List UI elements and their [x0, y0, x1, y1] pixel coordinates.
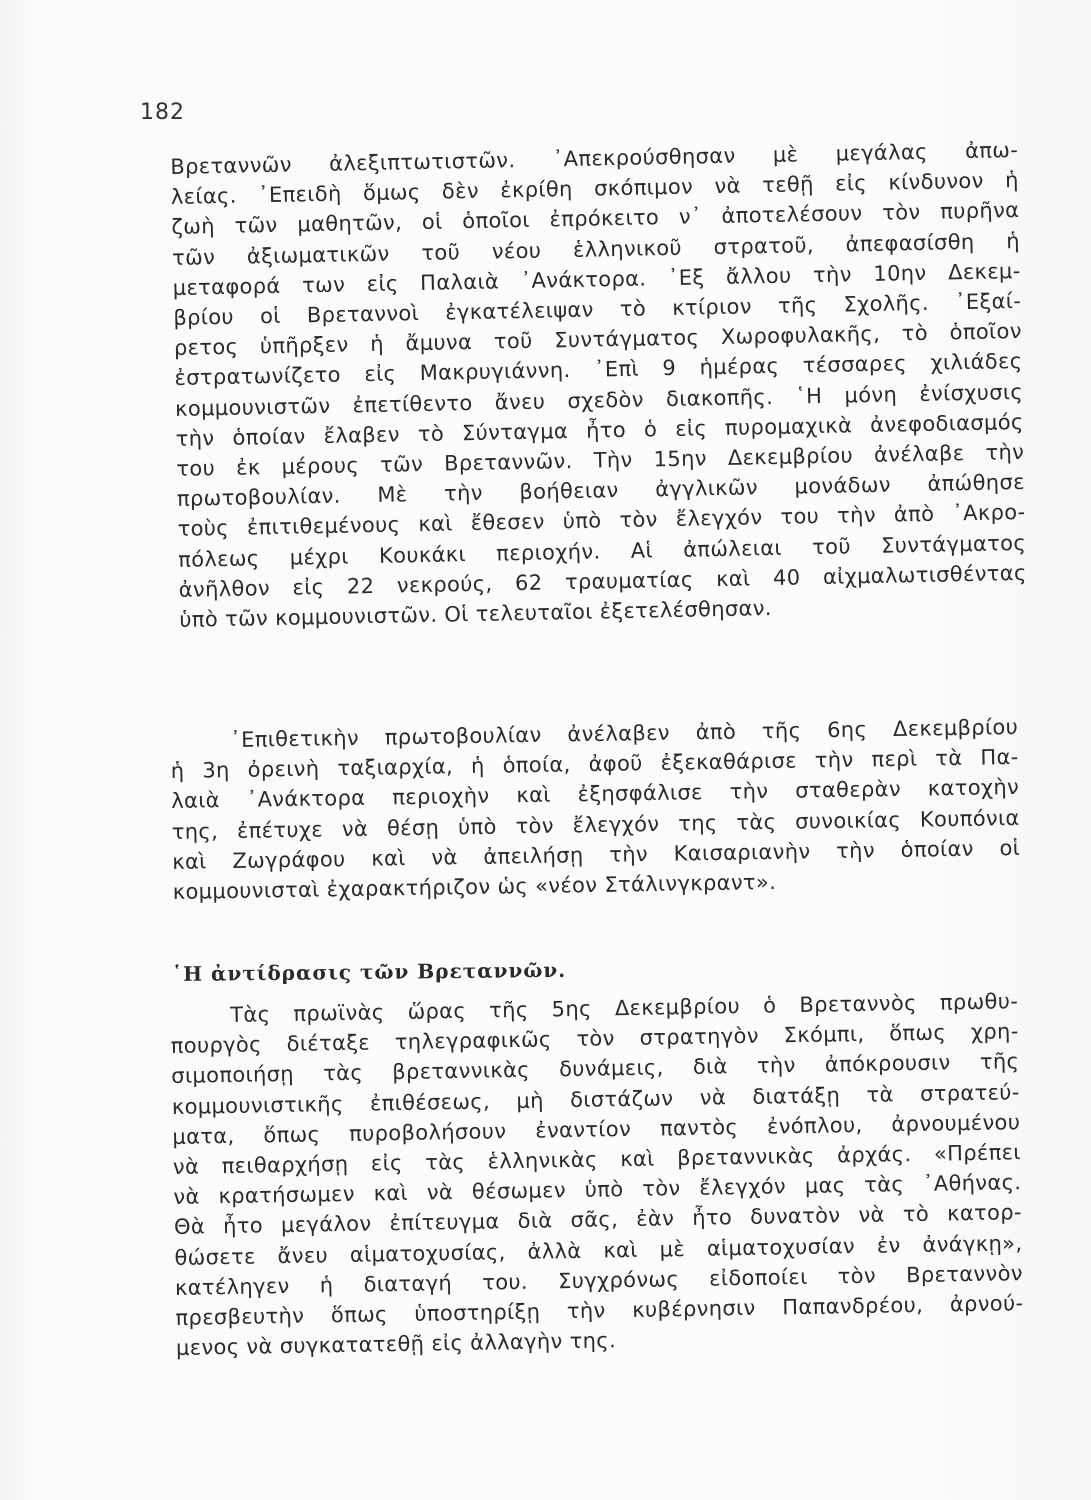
text-line: ρετος ὑπῆρξεν ἡ ἄμυνα τοῦ Συντάγματος Χωροφυλακῆς, τὸ ὁποῖον: [173, 319, 1023, 361]
text-line: ζωὴ τῶν μαθητῶν, οἱ ὁποῖοι ἐπρόκειτο ν᾿ ἀποτελέσουν τὸν πυρῆνα: [171, 198, 1020, 240]
text-line: βρίου οἱ Βρεταννοὶ ἐγκατέλειψαν τὸ κτίριον τῆς Σχολῆς. ᾿Εξαί-: [173, 288, 1022, 330]
text-line: κατέληγεν ἡ διαταγή του. Συγχρόνως εἰδοποίει τὸν Βρεταννὸν: [174, 1260, 1024, 1300]
text-line: πουργὸς διέταξε τηλεγραφικῶς τὸν στρατηγὸν Σκόμπι, ὅπως χρη-: [170, 1019, 1019, 1059]
text-line: ἡ 3η ὀρεινὴ ταξιαρχία, ἡ ὁποία, ἀφοῦ ἐξεκαθάρισε τὴν περὶ τὰ Πα-: [170, 745, 1019, 784]
text-line: ᾿Επιθετικὴν πρωτοβουλίαν ἀνέλαβεν ἀπὸ τῆς 6ης Δεκεμβρίου: [230, 714, 1019, 753]
text-line: Θὰ ἦτο μεγάλον ἐπίτευγμα διὰ σᾶς, ἐὰν ἦτο δυνατὸν νὰ τὸ κατορ-: [173, 1200, 1023, 1240]
text-line: Τὰς πρωϊνὰς ὥρας τῆς 5ης Δεκεμβρίου ὁ Βρεταννὸς πρωθυ-: [230, 989, 1019, 1027]
text-line: Βρεταννῶν ἀλεξιπτωτιστῶν. ᾿Απεκρούσθησαν μὲ μεγάλας ἀπω-: [170, 137, 1019, 179]
text-line: καὶ Ζωγράφου καὶ νὰ ἀπειλήσῃ τὴν Καισαριανὴν τὴν ὁποίαν οἱ: [172, 835, 1021, 874]
page-number: 182: [140, 100, 185, 125]
text-line: λείας. ᾿Επειδὴ ὅμως δὲν ἐκρίθη σκόπιμον νὰ τεθῇ εἰς κίνδυνον ἡ: [170, 168, 1019, 210]
text-line: ὑπὸ τῶν κομμουνιστῶν. Οἱ τελευταῖοι ἐξετελέσθησαν.: [179, 596, 773, 632]
text-line: μενος νὰ συγκατατεθῇ εἰς ἀλλαγὴν της.: [175, 1328, 617, 1361]
text-line: τῶν ἀξιωματικῶν τοῦ νέου ἑλληνικοῦ στρατοῦ, ἀπεφασίσθη ἡ: [171, 228, 1021, 270]
text-line: λαιὰ ᾿Ανάκτορα περιοχὴν καὶ ἐξησφάλισε τὴν σταθερὰν κατοχὴν: [171, 775, 1020, 814]
text-line: πρωτοβουλίαν. Μὲ τὴν βοήθειαν ἀγγλικῶν μονάδων ἀπώθησε: [176, 470, 1026, 512]
text-line: κομμουνιστῶν ἐπετίθεντο ἄνευ σχεδὸν διακοπῆς. ῾Η μόνη ἐνίσχυσις: [174, 379, 1024, 421]
paragraph-1: [170, 135, 1030, 635]
text-line: κομμουνισταὶ ἐχαρακτήριζον ὡς «νέον Στάλινγκραντ».: [172, 869, 777, 904]
text-line: κομμουνιστικῆς ἐπιθέσεως, μὴ διστάζων νὰ διατάξῃ τὰ στρατεύ-: [171, 1079, 1020, 1119]
text-line: ἀνῆλθον εἰς 22 νεκρούς, 62 τραυματίας καὶ 40 αἰχμαλωτισθέντας: [178, 560, 1027, 602]
text-line: σιμοποιήσῃ τὰς βρεταννικὰς δυνάμεις, διὰ τὴν ἀπόκρουσιν τῆς: [171, 1049, 1020, 1089]
text-line: πρεσβευτὴν ὅπως ὑποστηρίξῃ τὴν κυβέρνησιν Παπανδρέου, ἀρνού-: [175, 1291, 1024, 1330]
text-line: ἐστρατωνίζετο εἰς Μακρυγιάννη. ᾿Επὶ 9 ἡμέρας τέσσαρες χιλιάδες: [174, 349, 1023, 391]
text-line: τὴν ὁποίαν ἔλαβεν τὸ Σύνταγμα ἦτο ὁ εἰς πυρομαχικὰ ἀνεφοδιασμός: [175, 409, 1024, 451]
paragraph-3: [170, 986, 1026, 1363]
section-heading: ῾Η ἀντίδρασις τῶν Βρεταννῶν.: [172, 957, 567, 986]
text-line: νὰ πειθαρχήσῃ εἰς τὰς ἑλληνικὰς καὶ βρεταννικὰς ἀρχάς. «Πρέπει: [172, 1140, 1021, 1179]
text-line: του ἐκ μέρους τῶν Βρεταννῶν. Τὴν 15ην Δεκεμβρίου ἀνέλαβε τὴν: [176, 439, 1025, 481]
text-line: θώσετε ἄνευ αἱματοχυσίας, ἀλλὰ καὶ μὲ αἱματοχυσίαν ἐν ἀνάγκῃ»,: [174, 1230, 1023, 1270]
text-line: της, ἐπέτυχε νὰ θέσῃ ὑπὸ τὸν ἔλεγχόν της τὰς συνοικίας Κουπόνια: [171, 805, 1020, 844]
paragraph-2: [170, 712, 1023, 907]
text-line: πόλεως μέχρι Κουκάκι περιοχήν. Αἱ ἀπώλειαι τοῦ Συντάγματος: [177, 530, 1027, 572]
text-line: νὰ κρατήσωμεν καὶ νὰ θέσωμεν ὑπὸ τὸν ἔλεγχόν μας τὰς ᾿Αθήνας.: [173, 1170, 1022, 1210]
text-line: μεταφορά των εἰς Παλαιὰ ᾿Ανάκτορα. ᾿Εξ ἄλλου τὴν 10ην Δεκεμ-: [172, 258, 1021, 300]
text-line: ματα, ὅπως πυροβολήσουν ἐναντίον παντὸς ἐνόπλου, ἀρνουμένου: [172, 1109, 1021, 1149]
text-line: τοὺς ἐπιτιθεμένους καὶ ἔθεσεν ὑπὸ τὸν ἔλεγχόν του τὴν ἀπὸ ᾿Ακρο-: [177, 500, 1026, 542]
